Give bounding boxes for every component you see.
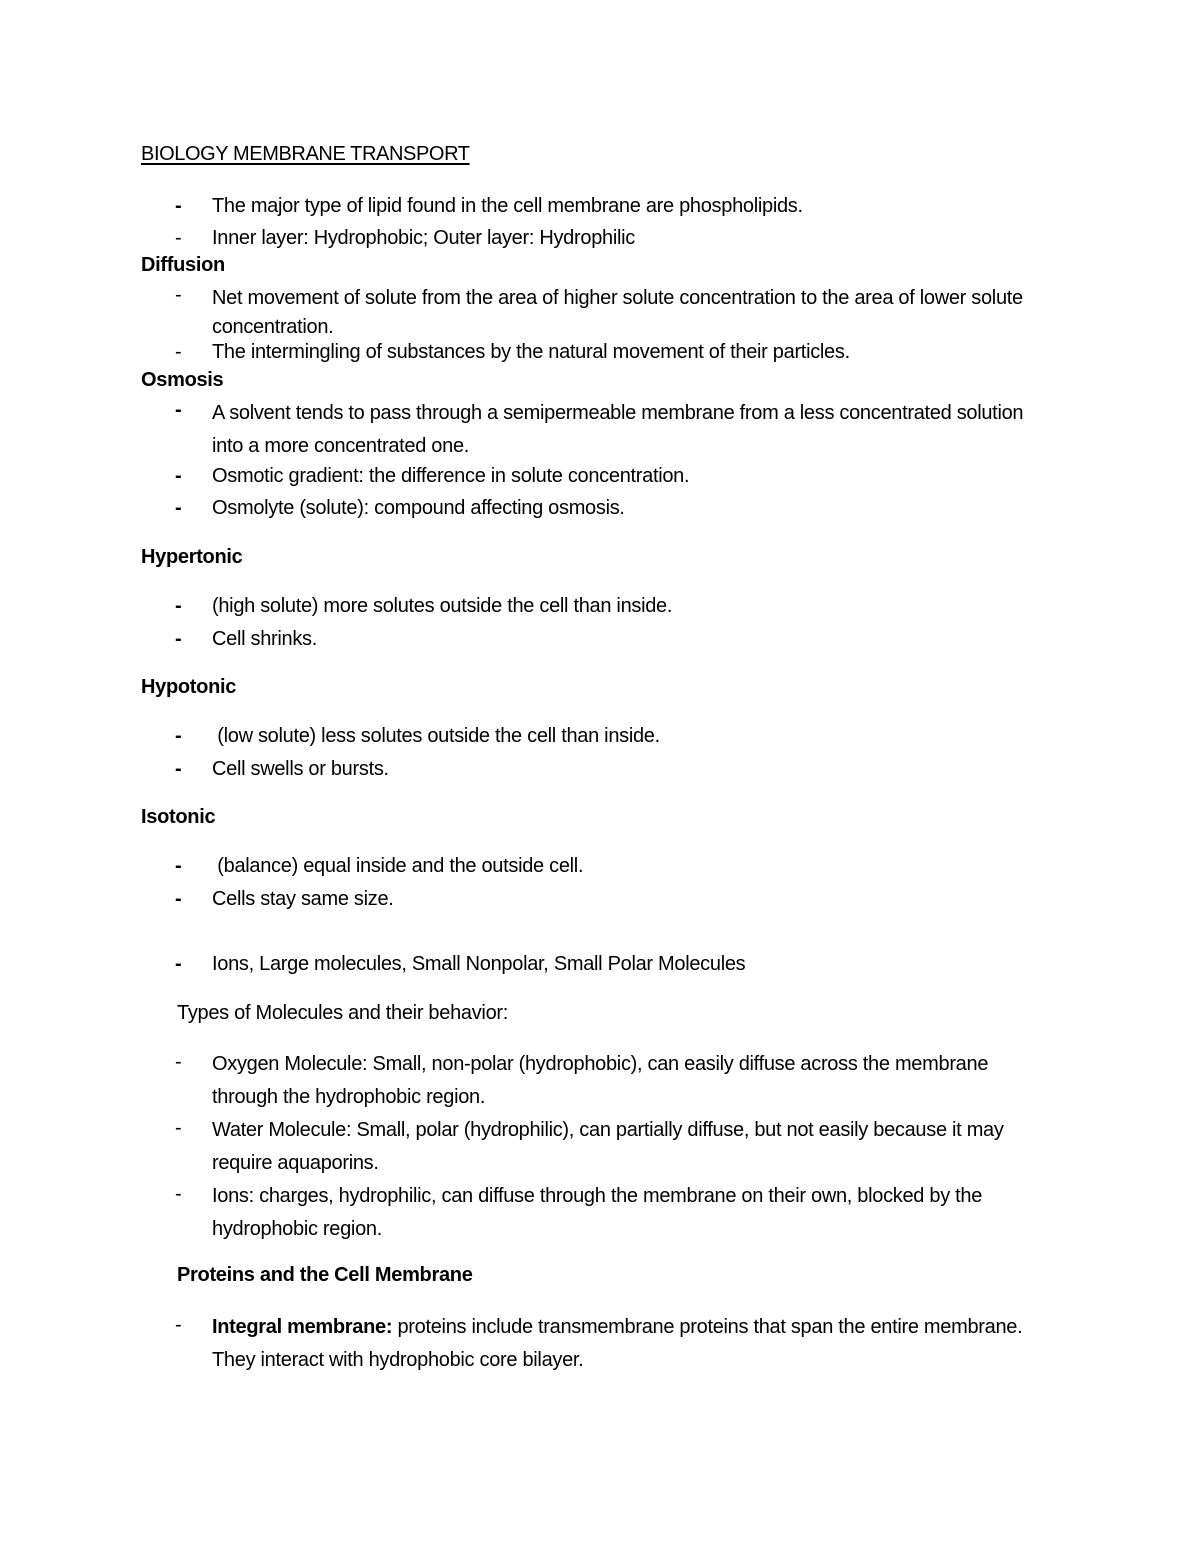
list-item [175, 758, 1065, 781]
list-item-text: The major type of lipid found in the cell membrane are phospholipids. [212, 195, 803, 217]
list-item-text: (low solute) less solutes outside the cell than inside. [212, 725, 660, 747]
list-item [175, 953, 1065, 976]
list-item-text: Osmolyte (solute): compound affecting osmosis. [212, 497, 625, 519]
list-item [175, 725, 1065, 748]
list-item-text: (balance) equal inside and the outside cell. [212, 855, 584, 877]
list-item-text: A solvent tends to pass through a semipermeable membrane from a less concentrated solution into a more concentrated one. [212, 402, 1024, 457]
list-item-text: Water Molecule: Small, polar (hydrophilic), can partially diffuse, but not easily because it may require aquaporins. [212, 1119, 1004, 1174]
bullet-dash: - [175, 855, 182, 877]
list-item [175, 888, 1065, 911]
list-item-text: Cell swells or bursts. [212, 758, 389, 780]
list-item-text: Cells stay same size. [212, 888, 394, 910]
list-item [175, 1180, 1065, 1246]
bullet-dash: - [175, 888, 182, 910]
bullet-dash: - [175, 595, 182, 617]
list-item [175, 628, 1065, 651]
list-item-text: Inner layer: Hydrophobic; Outer layer: Hydrophilic [212, 227, 635, 249]
list-item [175, 227, 1065, 250]
list-item-text: Oxygen Molecule: Small, non-polar (hydrophobic), can easily diffuse across the membrane through the hydrophobic region. [212, 1053, 989, 1108]
bullet-dash: - [175, 628, 182, 650]
list-item [175, 465, 1065, 488]
heading-diffusion: Diffusion [141, 254, 225, 276]
heading-molecule-types: Types of Molecules and their behavior: [177, 1002, 509, 1024]
bullet-dash: - [175, 465, 182, 487]
integral-membrane-text: proteins include transmembrane proteins that span the entire membrane. They interact with hydrophobic core bilayer. [212, 1316, 1023, 1371]
list-item [175, 1048, 1065, 1114]
bullet-dash: - [175, 341, 182, 363]
list-item [175, 855, 1065, 878]
list-item [175, 284, 1065, 342]
bullet-dash: - [175, 497, 182, 519]
bullet-dash: - [175, 227, 182, 249]
bullet-dash: - [175, 953, 182, 975]
list-item-text: Ions, Large molecules, Small Nonpolar, Small Polar Molecules [212, 953, 746, 975]
list-item [175, 595, 1065, 618]
bullet-dash: - [175, 399, 182, 421]
list-item [175, 1114, 1065, 1180]
heading-isotonic: Isotonic [141, 806, 216, 828]
bullet-dash: - [175, 725, 182, 747]
document-title: BIOLOGY MEMBRANE TRANSPORT [141, 143, 470, 165]
list-item [175, 1311, 1065, 1377]
heading-proteins: Proteins and the Cell Membrane [177, 1264, 473, 1286]
list-item-text: Ions: charges, hydrophilic, can diffuse through the membrane on their own, blocked by the hydrophobic region. [212, 1185, 983, 1240]
bullet-dash: - [175, 1183, 182, 1205]
list-item [175, 195, 1065, 218]
list-item-text [212, 1311, 1032, 1377]
bullet-dash: - [175, 1051, 182, 1073]
bullet-dash: - [175, 1117, 182, 1139]
list-item-text: Osmotic gradient: the difference in solute concentration. [212, 465, 690, 487]
list-item [175, 497, 1065, 520]
list-item-text: The intermingling of substances by the natural movement of their particles. [212, 341, 850, 363]
list-item [175, 341, 1065, 364]
heading-hypertonic: Hypertonic [141, 546, 243, 568]
integral-membrane-term: Integral membrane: [212, 1316, 393, 1338]
heading-osmosis: Osmosis [141, 369, 224, 391]
bullet-dash: - [175, 195, 182, 217]
list-item [175, 397, 1065, 463]
list-item-text: (high solute) more solutes outside the cell than inside. [212, 595, 673, 617]
bullet-dash: - [175, 1314, 182, 1336]
list-item-text: Cell shrinks. [212, 628, 318, 650]
bullet-dash: - [175, 758, 182, 780]
list-item-text: Net movement of solute from the area of higher solute concentration to the area of lower solute concentration. [212, 287, 1023, 338]
bullet-dash: - [175, 284, 182, 306]
heading-hypotonic: Hypotonic [141, 676, 237, 698]
